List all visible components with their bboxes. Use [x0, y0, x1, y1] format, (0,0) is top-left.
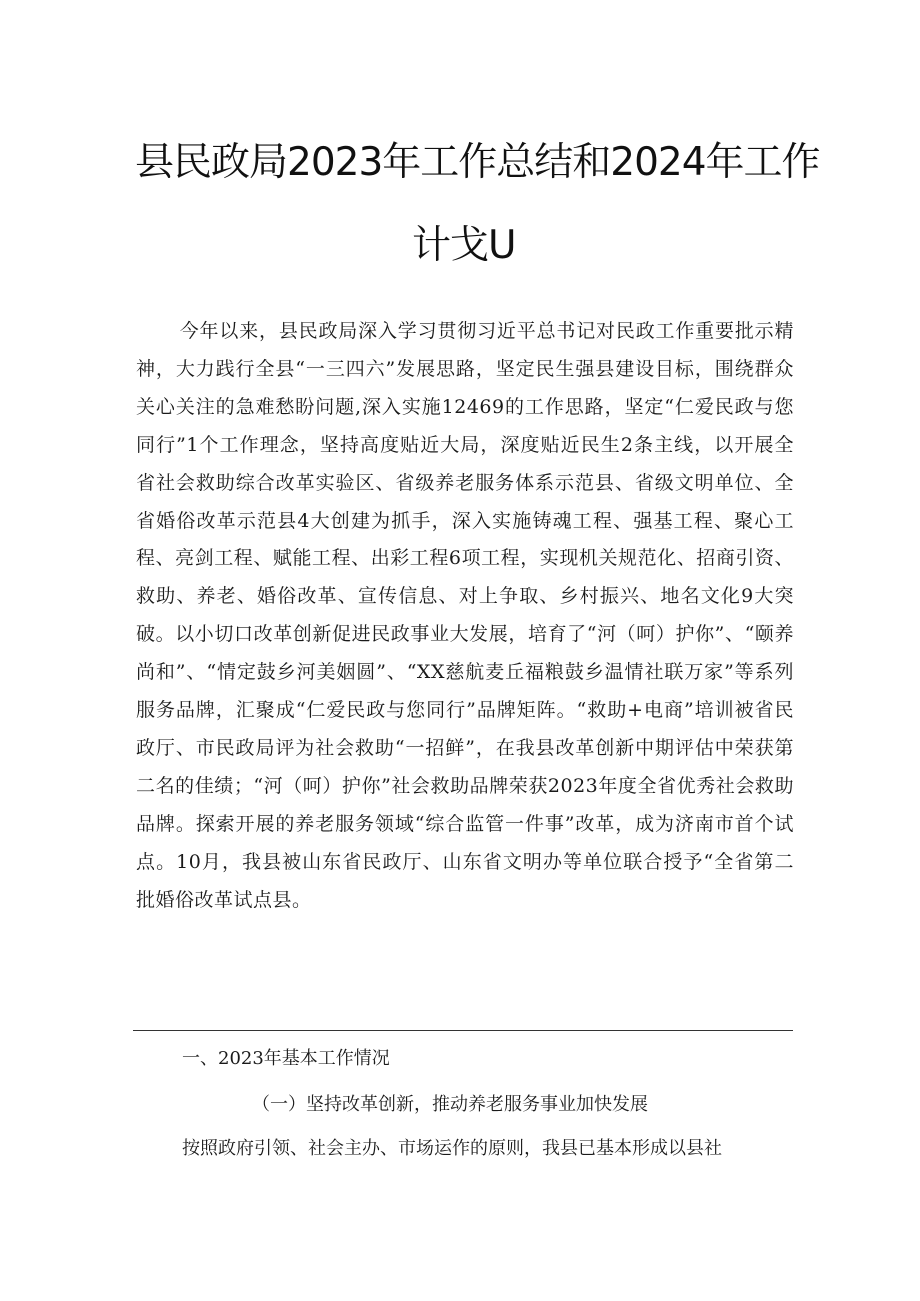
- section-heading: 一、2023年基本工作情况: [182, 1048, 390, 1069]
- intro-paragraph: 今年以来，县民政局深入学习贯彻习近平总书记对民政工作重要批示精神，大力践行全县“一三四六”发展思路，坚定民生强县建设目标，围绕群众关心关注的急难愁盼问题,深入实施12469的工作思路，坚定“仁爱民政与您同行”1个工作理念，坚持高度贴近大局，深度贴近民生2条主线，以开展全省社会救助综合改革实验区、省级养老服务体系示范县、省级文明单位、全省婚俗改革示范县4大创建为抓手，深入实施铸魂工程、强基工程、聚心工程、亮剑工程、赋能工程、出彩工程6项工程，实现机关规范化、招商引资、救助、养老、婚俗改革、宣传信息、对上争取、乡村振兴、地名文化9大突破。以小切口改革创新促进民政事业大发展，培育了“河（呵）护你”、“颐养尚和”、“情定鼓乡河美姻圆”、“XX慈航麦丘福粮鼓乡温情社联万家”等系列服务品牌，汇聚成“仁爱民政与您同行”品牌矩阵。“救助+电商”培训被省民政厅、市民政局评为社会救助“一招鲜”，在我县改革创新中期评估中荣获第二名的佳绩；“河（呵）护你”社会救助品牌荣获2023年度全省优秀社会救助品牌。探索开展的养老服务领域“综合监管一件事”改革，成为济南市首个试点。10月，我县被山东省民政厅、山东省文明办等单位联合授予“全省第二批婚俗改革试点县。: [136, 320, 794, 911]
- document-title-line-1: 县民政局2023年工作总结和2024年工作: [135, 140, 820, 185]
- horizontal-divider: [133, 1030, 793, 1031]
- body-paragraph-partial: 按照政府引领、社会主办、市场运作的原则，我县已基本形成以县社: [182, 1138, 722, 1159]
- sub-heading: （一）坚持改革创新，推动养老服务事业加快发展: [252, 1094, 648, 1115]
- document-title-line-2: 计戈U: [412, 223, 516, 268]
